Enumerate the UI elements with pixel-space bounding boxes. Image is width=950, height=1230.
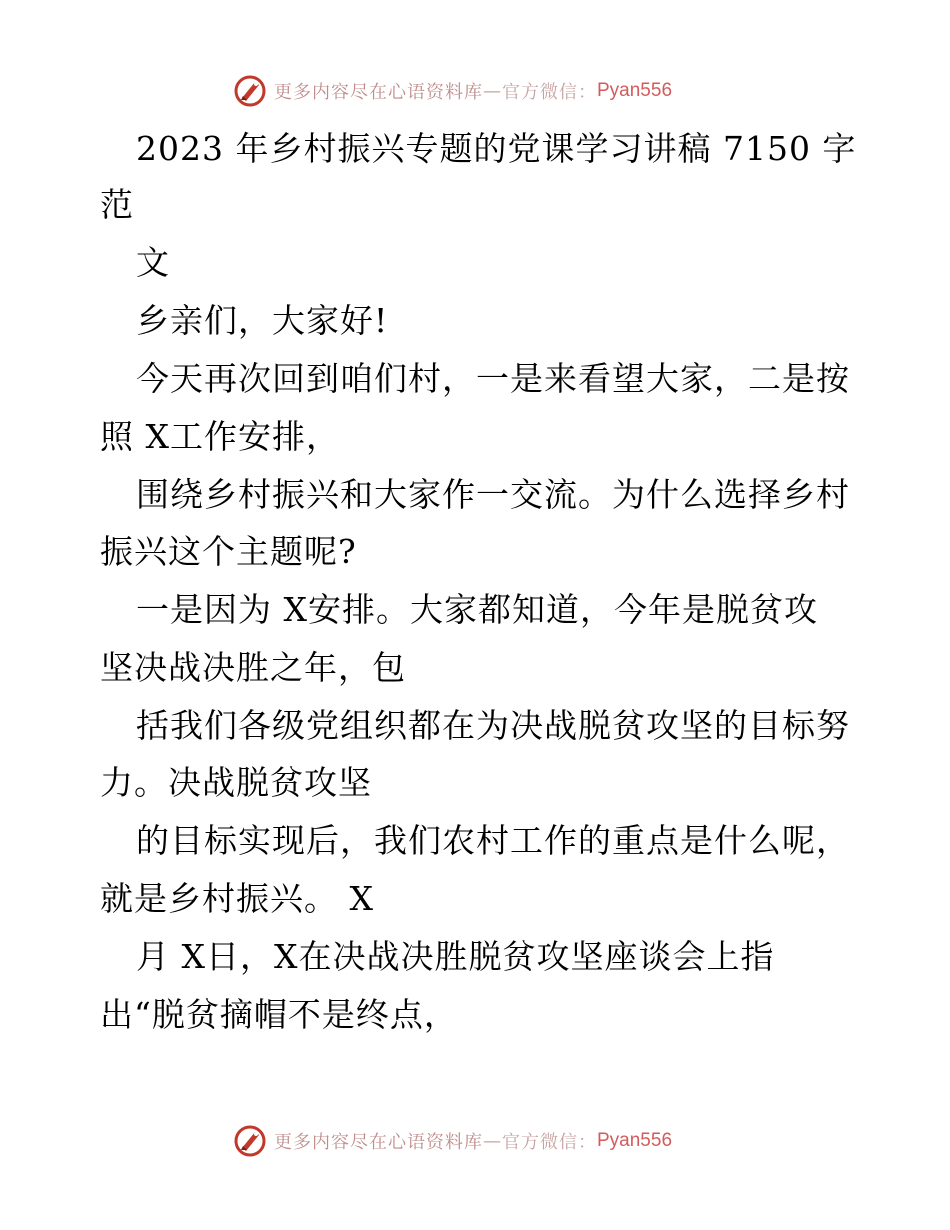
title-line-3: 文 [136,243,170,282]
text-line: 月 X日，X在决战决胜脱贫攻坚座谈会上指 [136,937,775,976]
banner-text: 更多内容尽在心语资料库 [274,1132,483,1153]
banner-wechat-id: Pyan556 [597,80,673,101]
text-line: 力。决战脱贫攻坚 [100,763,372,802]
pen-nib-logo-icon [232,73,268,109]
text-line: 围绕乡村振兴和大家作一交流。为什么选择乡村 [136,475,850,514]
text-line: 乡亲们，大家好! [136,301,389,340]
pen-nib-logo-icon [232,1123,268,1159]
text-line: 括我们各级党组织都在为决战脱贫攻坚的目标努 [136,706,850,745]
title-line-2: 范 [100,185,134,224]
banner-dash: — [483,80,502,102]
text-line: 就是乡村振兴。 X [100,879,374,918]
footer-banner [232,1121,672,1161]
banner-dash: — [483,1130,502,1152]
text-line: 坚决战决胜之年，包 [100,648,406,687]
banner-wechat-label: 官方微信： [502,82,597,103]
text-line: 出“脱贫摘帽不是终点， [100,995,458,1034]
banner-wechat-label: 官方微信： [502,1132,597,1153]
banner-wechat-id: Pyan556 [597,1130,673,1151]
text-line: 振兴这个主题呢? [100,532,357,571]
text-line: 一是因为 X安排。大家都知道，今年是脱贫攻 [136,590,818,629]
title-line-1: 2023 年乡村振兴专题的党课学习讲稿 7150 字 [136,129,857,168]
banner-text: 更多内容尽在心语资料库 [274,82,483,103]
text-line: 照 X工作安排， [100,417,340,456]
text-line: 今天再次回到咱们村，一是来看望大家，二是按 [136,359,850,398]
header-banner [232,71,672,111]
text-line: 的目标实现后，我们农村工作的重点是什么呢， [136,821,850,860]
